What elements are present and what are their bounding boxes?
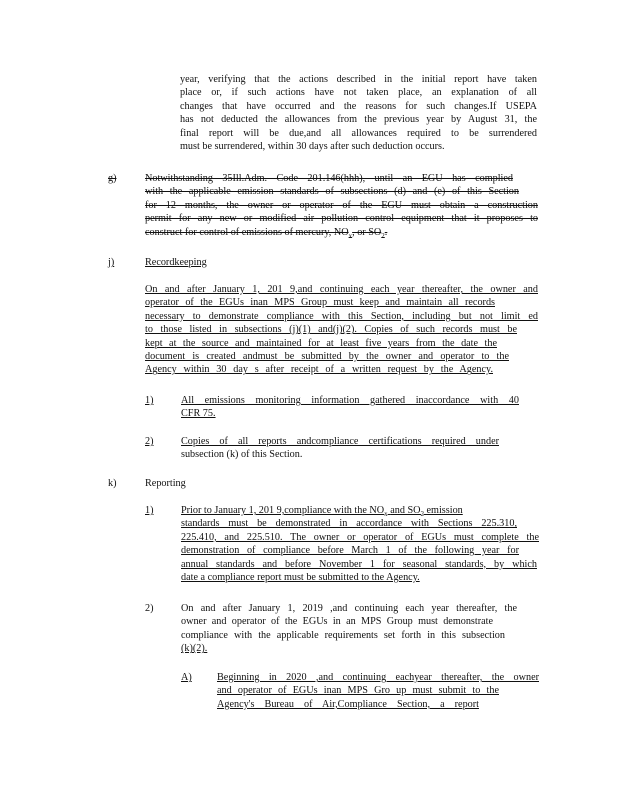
section-k-item-2-line: compliance with the applicable requirements set forth in this subsection [181,629,505,641]
intro-line: has not deducted the allowances from the previous year by August 31, the [180,114,537,126]
section-k-item-2a-line: Agency's Bureau of Air,Compliance Section, a report [217,698,479,710]
section-j-item-1-line: CFR 75. [181,408,216,420]
intro-line: place or, if such actions have not taken place, an explanation of all [180,87,537,99]
section-k-item-1-line: standards must be demonstrated in accordance with Sections 225.310, [181,518,517,530]
section-k-item-2 [181,602,517,656]
section-k-item-2-line: On and after January 1, 2019 ,and continuing each year thereafter, the [181,603,517,614]
section-j-line: to those listed in subsections (j)(1) and(j)(2). Copies of such records must be [145,324,517,336]
intro-line: final report will be due,and all allowances required to be surrendered [180,127,537,139]
section-g-line: construct for control of emissions of mercury, $NO_x$, or $SO_2$. [145,226,388,240]
section-k-heading: Reporting [145,478,186,489]
section-k-item-2a-label: A) [181,672,192,683]
section-j-item-1 [181,394,521,421]
intro-line: must be surrendered, within 30 days after such deduction occurs. [180,141,445,153]
intro-line: year, verifying that the actions described in the initial report have taken [180,74,537,85]
section-j-item-2 [181,435,501,462]
section-j-line: Agency within 30 day s after receipt of a written request by the Agency. [145,364,493,376]
section-j-line: document is created andmust be submitted by the owner and operator to the [145,351,509,363]
section-k-item-1-line: Prior to January 1, 201 9,compliance with the $NO_x$ and $SO_2$ emission [181,505,463,519]
section-j-item-1-label: 1) [145,395,154,406]
section-k-item-1 [181,504,539,584]
section-k-item-1-label: 1) [145,505,154,516]
section-k-item-1-line: annual standards and before November 1 for seasonal standards, by which [181,558,537,570]
section-j-line: On and after January 1, 201 9,and continuing each year thereafter, the owner and [145,284,538,295]
section-k-item-2a-line: and operator of EGUs inan MPS Gro up must submit to the [217,685,499,697]
section-g-line: with the applicable emission standards of subsections (d) and (e) of this Section [145,186,519,198]
section-g-line: for 12 months, the owner or operator of the EGU must obtain a construction [145,199,538,211]
section-k-item-1-line: date a compliance report must be submitted to the Agency. [181,572,420,584]
section-k-item-1-line: demonstration of compliance before March 1 of the following year for [181,545,519,557]
section-j-heading: Recordkeeping [145,257,207,268]
section-j-line: operator of the EGUs inan MPS Group must keep and maintain all records [145,297,495,309]
intro-line: changes that have occurred and the reasons for such changes.If USEPA [180,100,537,112]
intro-paragraph [180,73,537,153]
section-k-item-2-line: owner and operator of the EGUs in an MPS Group must demonstrate [181,616,493,628]
section-g-line: permit for any new or modified air pollution control equipment that it proposes to [145,213,538,225]
section-k-item-2a-line: Beginning in 2020 ,and continuing eachyear thereafter, the owner [217,672,539,683]
section-k-label: k) [108,478,117,489]
section-k-item-2-line: (k)(2). [181,643,208,655]
section-j-item-2-line: subsection (k) of this Section. [181,449,303,461]
section-j-item-2-label: 2) [145,436,154,447]
section-j-paragraph [145,283,538,377]
section-k-item-2-label: 2) [145,603,154,614]
section-j-label: j) [108,257,115,268]
section-g-line: Notwithstanding 35Ill.Adm. Code 201.146(hhh), until an EGU has complied [145,173,513,184]
section-j-line: kept at the source and maintained for at least five years from the date the [145,337,497,349]
section-j-item-2-line: Copies of all reports andcompliance certifications required under [181,436,499,447]
section-j-line: necessary to demonstrate compliance with this Section, including but not limit ed [145,310,538,322]
section-k-item-1-line: 225.410, and 225.510. The owner or operator of EGUs must complete the [181,531,539,543]
section-g-paragraph [145,172,538,239]
section-j-item-1-line: All emissions monitoring information gathered inaccordance with 40 [181,395,519,406]
section-k-item-2a [217,671,539,711]
section-g-label: g) [108,173,117,184]
